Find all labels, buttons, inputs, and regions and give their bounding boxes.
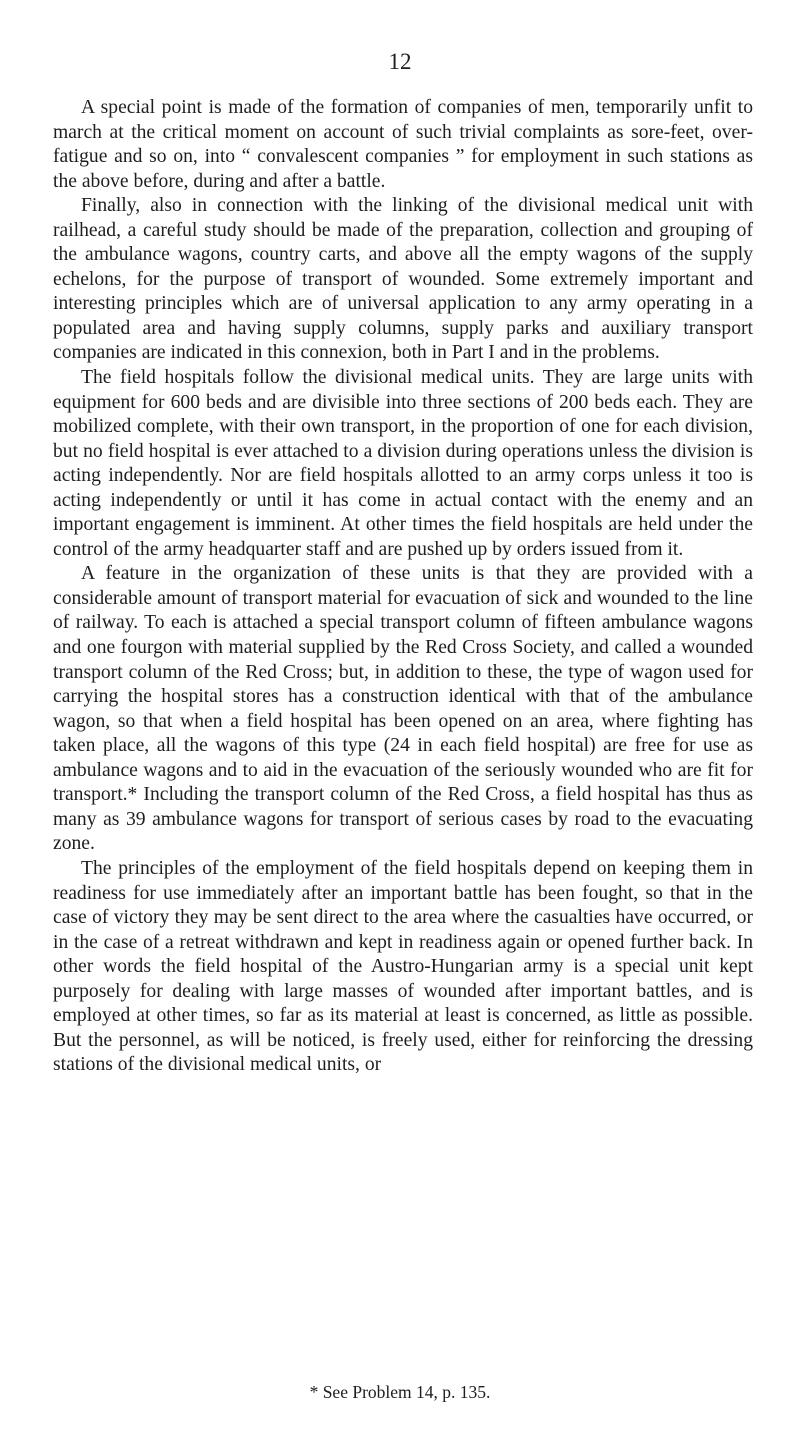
paragraph-employment-principles: The principles of the employment of the field hospitals depend on keeping them in readiness for use immediately after an important battle has been fought, so that in the case of victory they may be sent direct to the area where the casualties have occurred, or in the case of a retreat withdrawn and kept in readiness again or opened further back. In other words the field hospital of the Austro-Hungarian army is a special unit kept purposely for dealing with large masses of wounded after important battles, and is employed at other times, so far as its material at least is concerned, as little as possible. But the personnel, as will be noticed, is freely used, either for reinforcing the dressing stations of the divisional medical units, or <box>53 857 753 1076</box>
page-number: 12 <box>388 49 412 74</box>
paragraph-evacuation-transport: A feature in the organization of these units is that they are provided with a considerable amount of transport material for evacuation of sick and wounded to the line of railway. To each is attached a special transport column of fifteen ambulance wagons and one fourgon with material supplied by the Red Cross Society, and called a wounded transport column of the Red Cross; but, in addition to these, the type of wagon used for carrying the hospital stores has a construction identical with that of the ambulance wagon, so that when a field hospital has been opened on an area, where fighting has taken place, all the wagons of this type (24 in each field hospital) are free for use as ambulance wagons and to aid in the evacuation of the seriously wounded who are fit for transport.* Including the transport column of the Red Cross, a field hospital has thus as many as 39 ambulance wagons for transport of serious cases by road to the evacuating zone. <box>53 563 753 855</box>
paragraph-convalescent-companies: A special point is made of the formation of companies of men, temporarily unfit to march at the critical moment on account of such trivial complaints as sore-feet, over-fatigue and so on, into “ convalescent companies ” for employment in such stations as the above before, during and after a battle. <box>53 97 753 192</box>
body-text <box>53 96 753 1078</box>
paragraph-transport-of-wounded: Finally, also in connection with the linking of the divisional medical unit with railhead, a careful study should be made of the preparation, collection and grouping of the ambulance wagons, country carts, and above all the empty wagons of the supply echelons, for the purpose of transport of wounded. Some extremely important and interesting principles which are of universal application to any army operating in a populated area and having supply columns, supply parks and auxiliary transport companies are indicated in this connexion, both in Part I and in the problems. <box>53 195 753 364</box>
footnote: * See Problem 14, p. 135. <box>309 1382 491 1402</box>
paragraph-field-hospitals: The field hospitals follow the divisional medical units. They are large units with equipment for 600 beds and are divisible into three sections of 200 beds each. They are mobilized complete, with their own transport, in the proportion of one for each division, but no field hospital is ever attached to a division during operations unless the division is acting independently. Nor are field hospitals allotted to an army corps unless it too is acting independently or until it has come in actual contact with the enemy and an important engagement is imminent. At other times the field hospitals are held under the control of the army headquarter staff and are pushed up by orders issued from it. <box>53 367 753 560</box>
